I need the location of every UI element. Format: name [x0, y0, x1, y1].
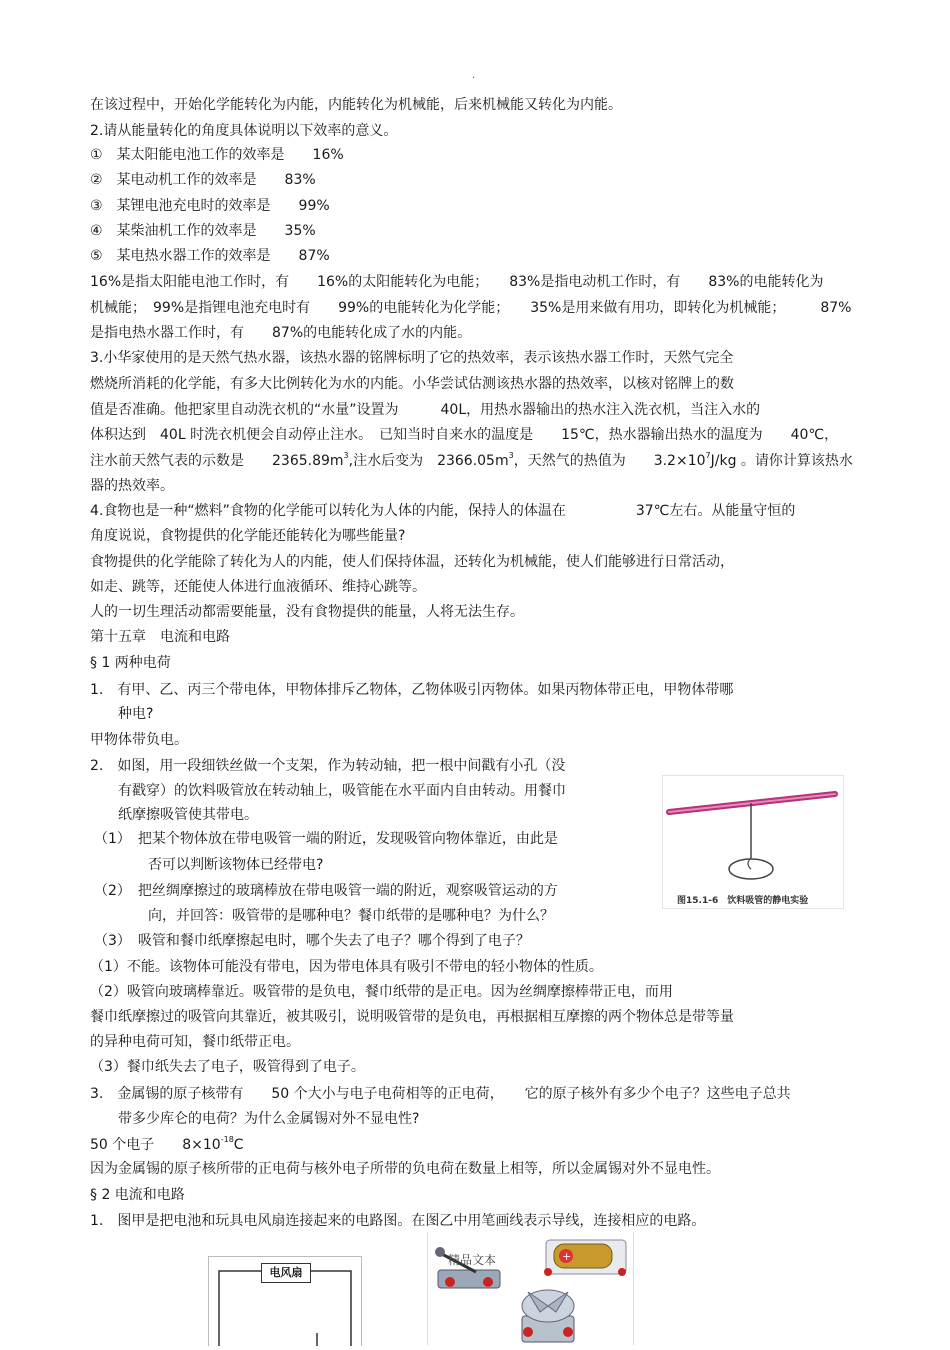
list-item: ⑤ 某电热水器工作的效率是 87% [90, 248, 330, 264]
answer-line: 如走、跳等，还能使人体进行血液循环、维持心跳等。 [90, 579, 426, 595]
list-item: ④ 某柴油机工作的效率是 35% [90, 223, 316, 239]
circuit-diagram-figure [208, 1256, 362, 1346]
text-span: J/kg 。请你计算该热水 [710, 453, 853, 469]
answer-line: 的异种电荷可知，餐巾纸带正电。 [90, 1034, 300, 1050]
section-title: § 1 两种电荷 [90, 655, 171, 671]
answer-line: 16%是指太阳能电池工作时，有 16%的太阳能转化为电能； 83%是指电动机工作时，有 83%的电能转化为 [90, 274, 824, 290]
list-item: ① 某太阳能电池工作的效率是 16% [90, 147, 344, 163]
svg-text:+: + [562, 1250, 572, 1263]
text-line: 在该过程中，开始化学能转化为内能，内能转化为机械能，后来机械能又转化为内能。 [90, 97, 622, 113]
problem-2: 有戳穿）的饮料吸管放在转动轴上，吸管能在水平面内自由转动。用餐巾 [118, 783, 566, 799]
text-span: C [233, 1137, 244, 1153]
sub-question: 否可以判断该物体已经带电? [148, 857, 324, 873]
question-3: 器的热效率。 [90, 478, 174, 494]
components-figure [427, 1232, 634, 1345]
question-3 [90, 452, 853, 470]
straw-experiment-figure [662, 775, 844, 909]
list-item: ② 某电动机工作的效率是 83% [90, 172, 316, 188]
answer-line: （2）吸管向玻璃棒靠近。吸管带的是负电，餐巾纸带的是正电。因为丝绸摩擦棒带正电，而用 [90, 984, 673, 1000]
question-3: 值是否准确。他把家里自动洗衣机的“水量”设置为 40L，用热水器输出的热水注入洗衣机，当注入水的 [90, 402, 761, 418]
answer-line: 是指电热水器工作时，有 87%的电能转化成了水的内能。 [90, 325, 472, 341]
problem-2: 2. 如图，用一段细铁丝做一个支架，作为转动轴，把一根中间戳有小孔（没 [90, 758, 566, 774]
fan-label: 电风扇 [261, 1263, 311, 1283]
section2-problem-1: 1. 图甲是把电池和玩具电风扇连接起来的电路图。在图乙中用笔画线表示导线，连接相应的电路。 [90, 1213, 706, 1229]
header-dot: . [472, 70, 476, 81]
text-span: 注水前天然气表的示数是 2365.89m [90, 453, 344, 469]
text-span: 50 个电子 8×10 [90, 1137, 221, 1153]
components-icon [428, 1232, 633, 1345]
question-3: 体积达到 40L 时洗衣机便会自动停止注水。 已知当时自来水的温度是 15℃，热水器输出热水的温度为 40℃， [90, 427, 839, 443]
problem-3: 3. 金属锡的原子核带有 50 个大小与电子电荷相等的正电荷， 它的原子核外有多少个电子？这些电子总共 [90, 1086, 791, 1102]
superscript: -18 [220, 1135, 234, 1144]
section-title: § 2 电流和电路 [90, 1187, 185, 1203]
question-3: 燃烧所消耗的化学能，有多大比例转化为水的内能。小华尝试估测该热水器的热效率，以核对铭牌上的数 [90, 376, 734, 392]
sub-question: （1） 把某个物体放在带电吸管一端的附近，发现吸管向物体靠近，由此是 [94, 831, 558, 847]
answer-line: 食物提供的化学能除了转化为人的内能，使人们保持体温，还转化为机械能，使人们能够进行日常活动， [90, 554, 734, 570]
answer-line: （3）餐巾纸失去了电子，吸管得到了电子。 [90, 1059, 365, 1075]
sub-question: （3） 吸管和餐巾纸摩擦起电时，哪个失去了电子？哪个得到了电子？ [94, 933, 530, 949]
problem-1: 种电? [118, 706, 154, 722]
problem-2: 纸摩擦吸管使其带电。 [118, 807, 258, 823]
answer-line: （1）不能。该物体可能没有带电，因为带电体具有吸引不带电的轻小物体的性质。 [90, 959, 603, 975]
chapter-title: 第十五章 电流和电路 [90, 629, 230, 645]
question-4: 4.食物也是一种“燃料”食物的化学能可以转化为人体的内能，保持人的体温在 37℃左右。从能量守恒的 [90, 503, 796, 519]
sub-question: 向，并回答：吸管带的是哪种电？餐巾纸带的是哪种电？为什么？ [148, 908, 554, 924]
list-item: ③ 某锂电池充电时的效率是 99% [90, 198, 330, 214]
problem-3: 带多少库仑的电荷？为什么金属锡对外不显电性? [118, 1111, 420, 1127]
answer-line: 餐巾纸摩擦过的吸管向其靠近，被其吸引，说明吸管带的是负电，再根据相互摩擦的两个物体总是带等量 [90, 1009, 734, 1025]
answer-line: 甲物体带负电。 [90, 732, 188, 748]
text-span: ，天然气的热值为 3.2×10 [513, 453, 706, 469]
problem-1: 1. 有甲、乙、丙三个带电体，甲物体排斥乙物体，乙物体吸引丙物体。如果丙物体带正电，甲物体带哪 [90, 682, 734, 698]
question-3: 3.小华家使用的是天然气热水器，该热水器的铭牌标明了它的热效率，表示该热水器工作时，天然气完全 [90, 350, 734, 366]
text-span: ,注水后变为 2366.05m [348, 453, 509, 469]
sub-question: （2） 把丝绸摩擦过的玻璃棒放在带电吸管一端的附近，观察吸管运动的方 [94, 883, 558, 899]
superscript: 3 [343, 451, 349, 460]
superscript: 3 [508, 451, 514, 460]
question-2: 2.请从能量转化的角度具体说明以下效率的意义。 [90, 123, 398, 139]
superscript: 7 [705, 451, 711, 460]
answer-line [90, 1136, 244, 1154]
question-4: 角度说说，食物提供的化学能还能转化为哪些能量? [90, 528, 406, 544]
straw-apparatus-icon [663, 776, 843, 908]
answer-line: 人的一切生理活动都需要能量，没有食物提供的能量，人将无法生存。 [90, 604, 524, 620]
watermark-text: 精品文本 [448, 1253, 497, 1267]
figure-caption: 图15.1-6 饮料吸管的静电实验 [677, 896, 809, 906]
answer-line: 机械能； 99%是指锂电池充电时有 99%的电能转化为化学能； 35%是用来做有用功，即转化为机械能； 87% [90, 300, 852, 316]
answer-line: 因为金属锡的原子核所带的正电荷与核外电子所带的负电荷在数量上相等，所以金属锡对外不显电性。 [90, 1161, 720, 1177]
